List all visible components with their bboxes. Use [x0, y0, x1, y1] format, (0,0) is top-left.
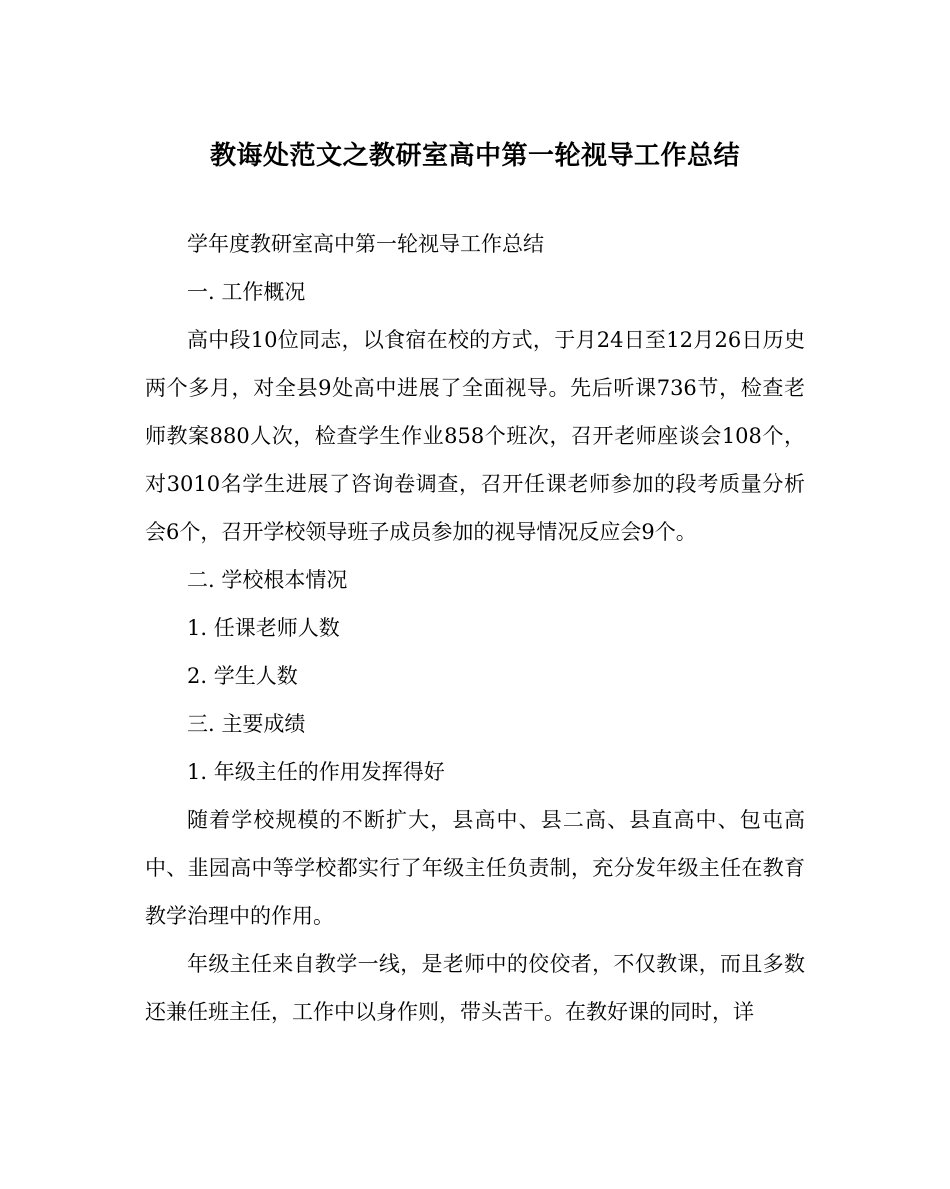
item-grade-director-role: 1. 年级主任的作用发挥得好	[187, 760, 445, 784]
heading-main-achievements: 三. 主要成绩	[187, 712, 306, 736]
paragraph-grade-director-system: 随着学校规模的不断扩大，县高中、县二高、县直高中、包屯高中、韭园高中等学校都实行了年级主任负责制，充分发年级主任在教育教学治理中的作用。	[145, 808, 805, 928]
heading-work-overview: 一. 工作概况	[187, 280, 306, 304]
paragraph-subtitle: 学年度教研室高中第一轮视导工作总结	[187, 232, 544, 256]
document-title: 教诲处范文之教研室高中第一轮视导工作总结	[209, 141, 740, 171]
item-teacher-count: 1. 任课老师人数	[187, 616, 340, 640]
paragraph-overview-detail: 高中段10位同志，以食宿在校的方式，于月24日至12月26日历史两个多月，对全县9处高中进展了全面视导。先后听课736节，检查老师教案880人次，检查学生作业858个班次，召开老师座谈会108个，对3010名学生进展了咨询卷调查，召开任课老师参加的段考质量分析会6个，召开学校领导班子成员参加的视导情况反应会9个。	[145, 328, 805, 544]
heading-school-basics: 二. 学校根本情况	[187, 568, 348, 592]
paragraph-grade-director-origin: 年级主任来自教学一线，是老师中的佼佼者，不仅教课，而且多数还兼任班主任，工作中以身作则，带头苦干。在教好课的同时，详	[145, 952, 805, 1024]
item-student-count: 2. 学生人数	[187, 664, 298, 688]
document-body	[145, 220, 805, 1036]
